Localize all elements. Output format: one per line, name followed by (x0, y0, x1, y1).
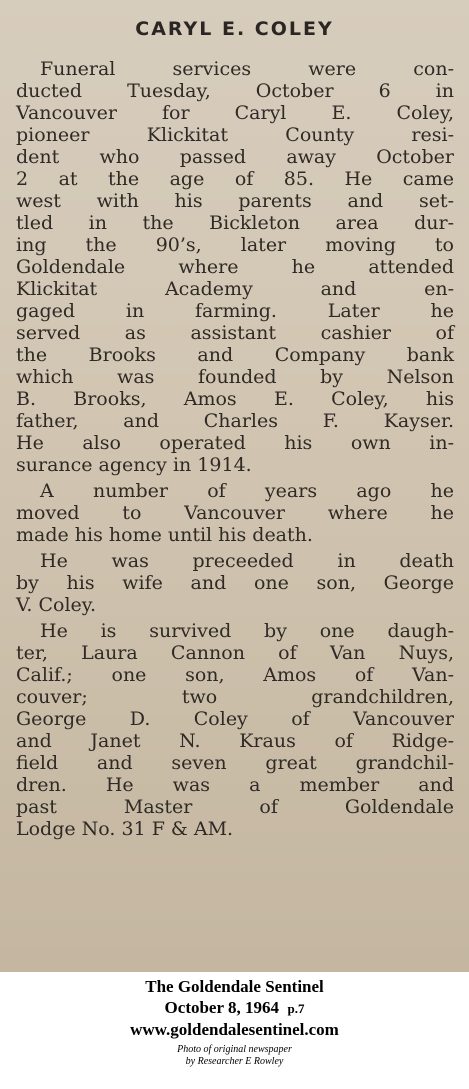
article-paragraph (16, 480, 454, 546)
article-headline: CARYL E. COLEY (135, 18, 334, 40)
article-line: the Brooks and Company bank (16, 344, 454, 366)
article-line: Goldendale where he attended (16, 256, 454, 278)
article-line: served as assistant cashier of (16, 322, 454, 344)
article-line: ducted Tuesday, October 6 in (16, 80, 454, 102)
publication-date: October 8, 1964 (164, 998, 279, 1017)
article-line: couver; two grandchildren, (16, 686, 454, 708)
article-line: west with his parents and set- (16, 190, 454, 212)
article-line: ter, Laura Cannon of Van Nuys, (16, 642, 454, 664)
article-line: ing the 90’s, later moving to (16, 234, 454, 256)
article-line: gaged in farming. Later he (16, 300, 454, 322)
article-line: field and seven great grandchil- (16, 752, 454, 774)
article-paragraph (16, 550, 454, 616)
article-line: father, and Charles F. Kayser. (16, 410, 454, 432)
article-line: Lodge No. 31 F & AM. (16, 818, 234, 840)
article-paragraph (16, 620, 454, 840)
article-line: pioneer Klickitat County resi- (16, 124, 454, 146)
publication-date-line (0, 997, 469, 1019)
article-line: A number of years ago he (40, 480, 454, 502)
article-line: and Janet N. Kraus of Ridge- (16, 730, 454, 752)
source-caption (0, 976, 469, 1068)
article-line: past Master of Goldendale (16, 796, 454, 818)
researcher-credit: by Researcher E Rowley (185, 1056, 284, 1067)
article-body (16, 58, 454, 844)
article-line: George D. Coley of Vancouver (16, 708, 454, 730)
article-line: He is survived by one daugh- (40, 620, 454, 642)
article-line: V. Coley. (16, 594, 97, 616)
article-paragraph (16, 58, 454, 476)
article-line: He also operated his own in- (16, 432, 454, 454)
article-line: which was founded by Nelson (16, 366, 454, 388)
newspaper-name: The Goldendale Sentinel (145, 977, 324, 996)
article-line: by his wife and one son, George (16, 572, 454, 594)
article-line: 2 at the age of 85. He came (16, 168, 454, 190)
website-link[interactable]: www.goldendalesentinel.com (130, 1020, 339, 1039)
article-line: Vancouver for Caryl E. Coley, (16, 102, 454, 124)
article-line: B. Brooks, Amos E. Coley, his (16, 388, 454, 410)
article-line: dent who passed away October (16, 146, 454, 168)
article-line: Klickitat Academy and en- (16, 278, 454, 300)
article-line: made his home until his death. (16, 524, 313, 546)
article-line: surance agency in 1914. (16, 454, 252, 476)
page-number: p.7 (287, 1001, 305, 1016)
photo-note: Photo of original newspaper (177, 1044, 292, 1055)
article-line: Calif.; one son, Amos of Van- (16, 664, 454, 686)
article-line: Funeral services were con- (40, 58, 454, 80)
article-line: dren. He was a member and (16, 774, 454, 796)
article-line: moved to Vancouver where he (16, 502, 454, 524)
article-line: He was preceeded in death (40, 550, 454, 572)
article-line: tled in the Bickleton area dur- (16, 212, 454, 234)
